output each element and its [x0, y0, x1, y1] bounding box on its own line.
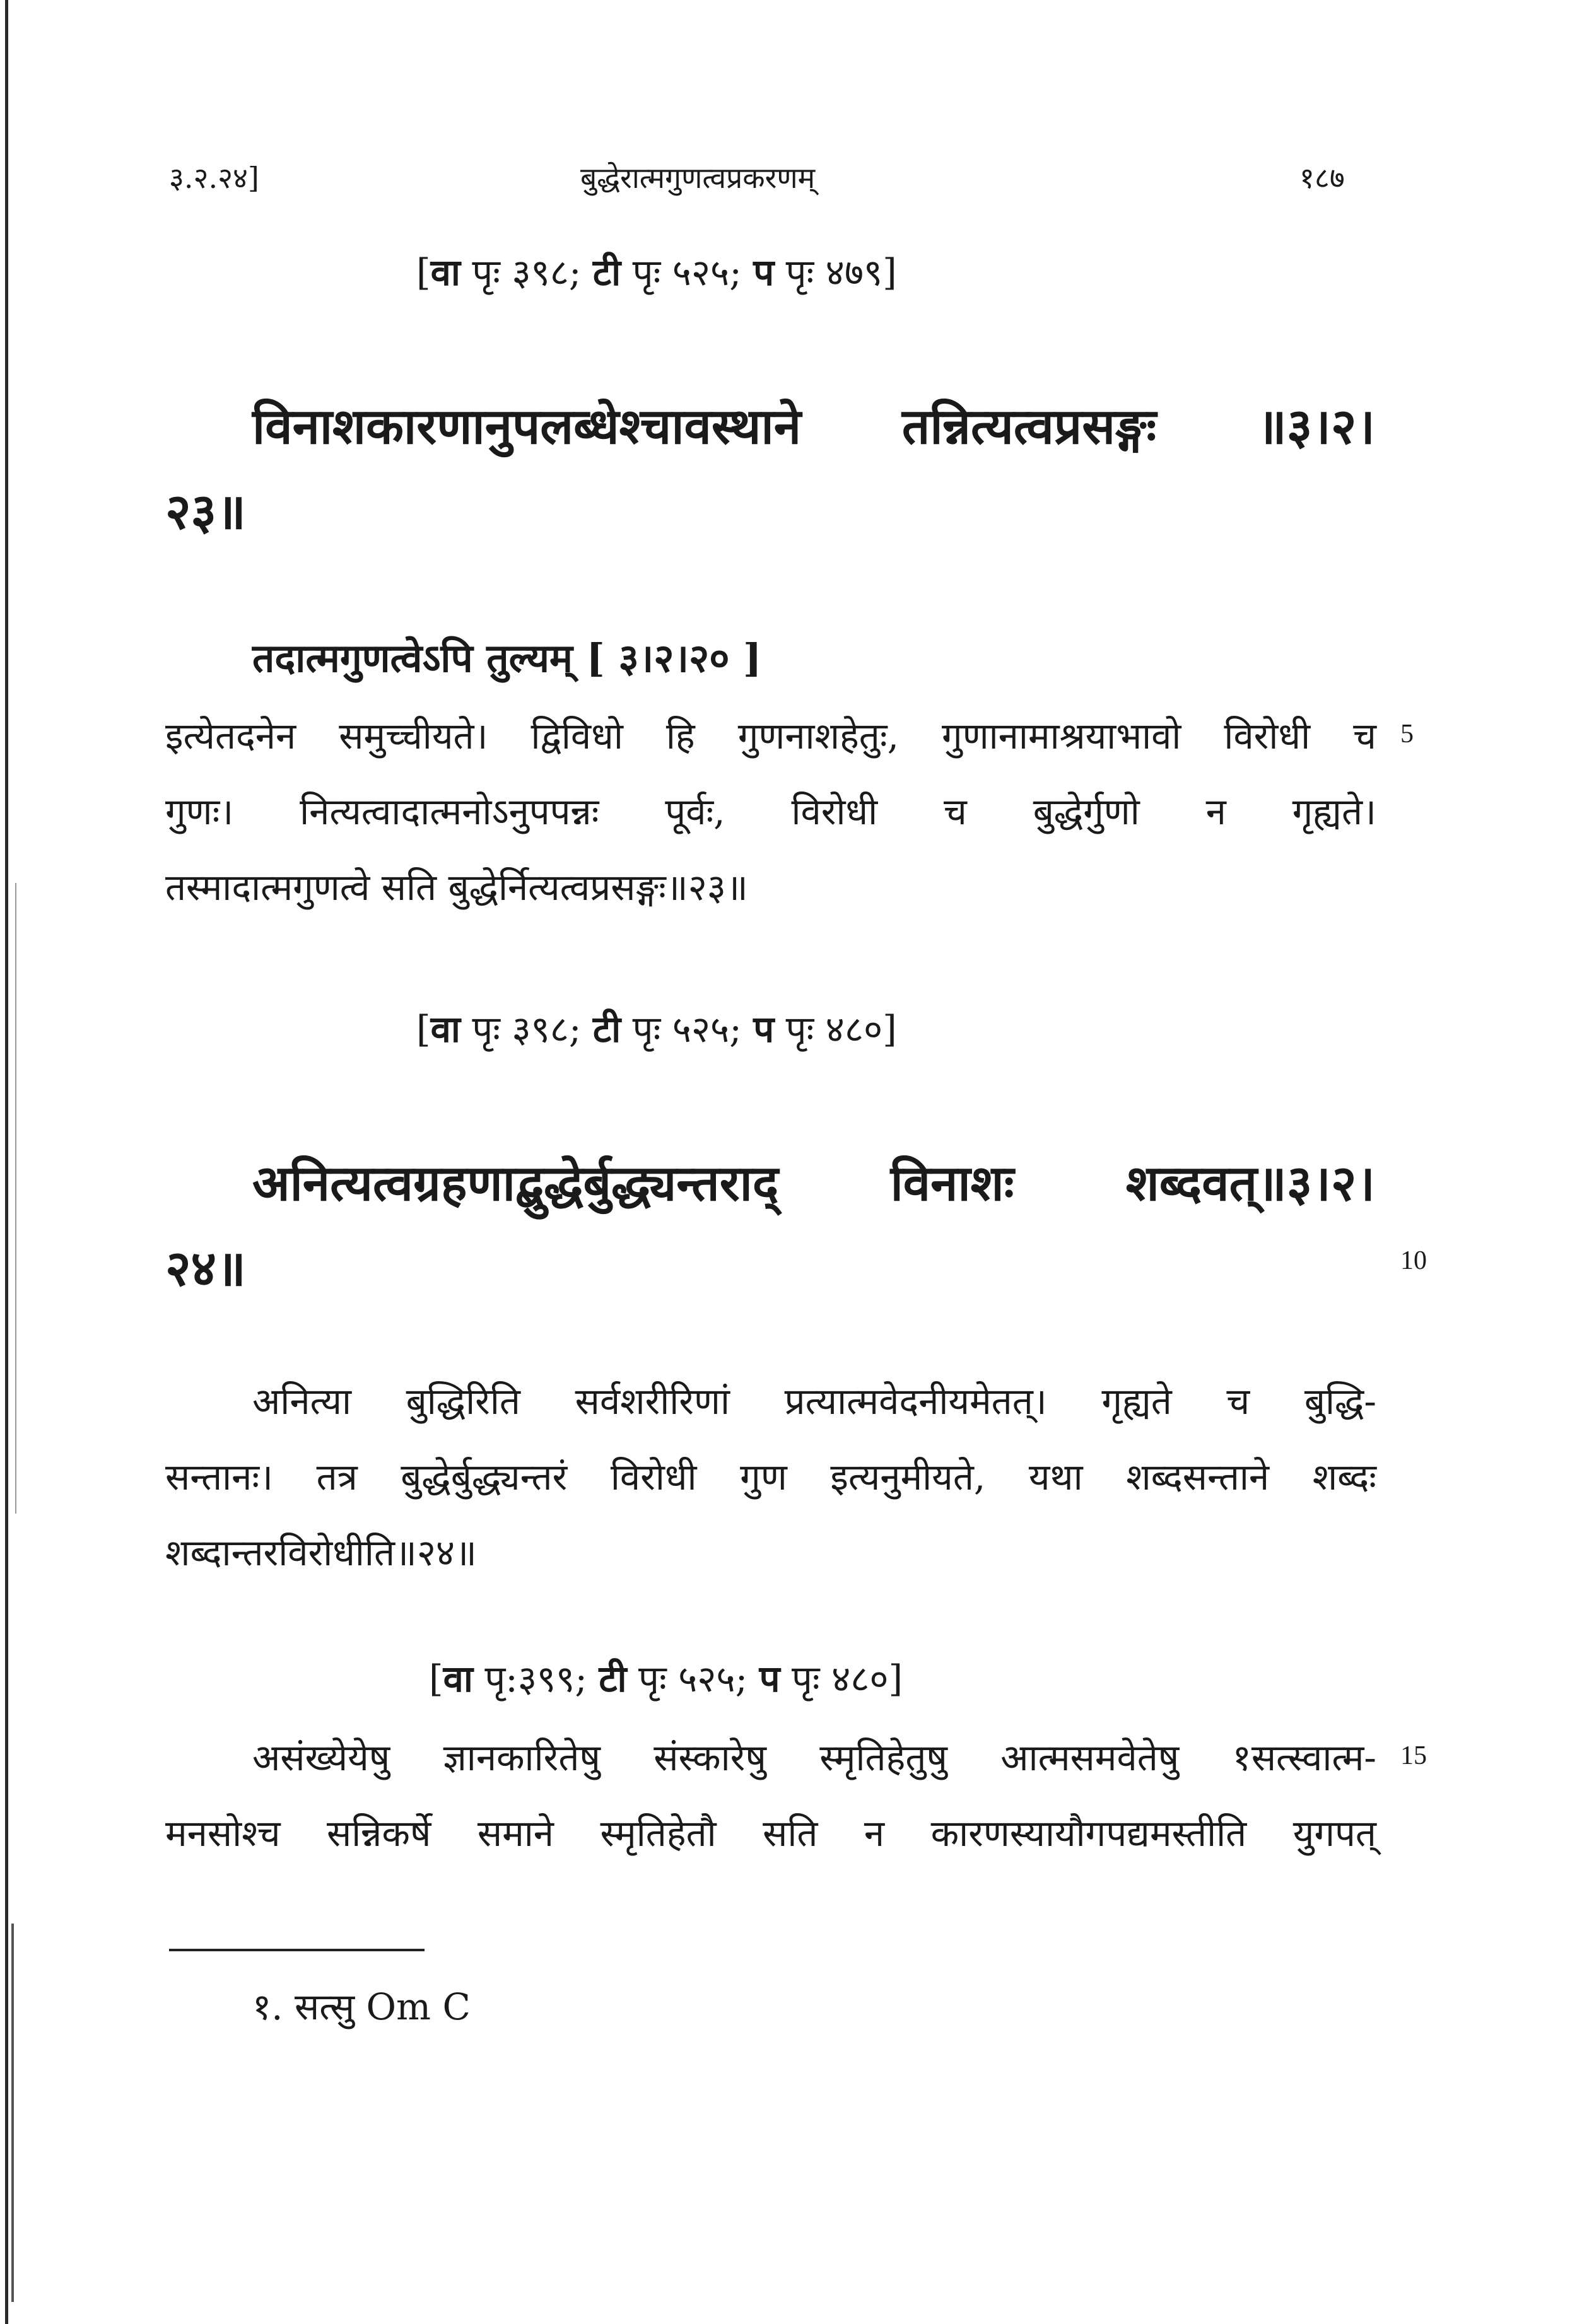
sutra-number: २३॥: [165, 483, 246, 540]
commentary-line: सन्तानः। तत्र बुद्धेर्बुद्ध्यन्तरं विरोधी गुण इत्यनुमीयते, यथा शब्दसन्ताने शब्दः: [165, 1456, 1376, 1498]
sutra-line: विनाशकारणानुपलब्धेश्चावस्थाने तन्नित्यत्वप्रसङ्गः ॥३।२।: [252, 398, 1375, 455]
commentary-line: गुणः। नित्यत्वादात्मनोऽनुपपन्नः पूर्वः, विरोधी च बुद्धेर्गुणो न गृह्यते।: [165, 790, 1376, 833]
sutra-number: २४॥: [165, 1240, 246, 1297]
page-binding-shadow-lower: [11, 1924, 14, 2302]
commentary-line: इत्येतदनेन समुच्चीयते। द्विविधो हि गुणनाशहेतुः, गुणानामाश्रयाभावो विरोधी च: [165, 715, 1376, 757]
commentary-line: मनसोश्च सन्निकर्षे समाने स्मृतिहेतौ सति न कारणस्यायौगपद्यमस्तीति युगपत्: [165, 1812, 1376, 1855]
header-page-number: १८७: [1299, 161, 1345, 195]
source-reference: [वा पृः ३९८; टी पृः ५२५; प पृः ४८०]: [416, 1008, 897, 1051]
line-number: 5: [1400, 720, 1414, 749]
page-binding-edge: [5, 0, 8, 2324]
commentary-line: असंख्येयेषु ज्ञानकारितेषु संस्कारेषु स्मृतिहेतुषु आत्मसमवेतेषु १सत्स्वात्म-: [252, 1736, 1376, 1779]
pratika-quote: तदात्मगुणत्वेऽपि तुल्यम् [ ३।२।२० ]: [252, 635, 762, 681]
line-number: 15: [1400, 1741, 1427, 1770]
header-section-ref: ३.२.२४]: [169, 161, 259, 195]
source-reference: [वा पृ:३९९; टी पृः ५२५; प पृः ४८०]: [429, 1657, 903, 1700]
commentary-line: अनित्या बुद्धिरिति सर्वशरीरिणां प्रत्यात्मवेदनीयमेतत्। गृह्यते च बुद्धि-: [252, 1380, 1376, 1423]
commentary-line: शब्दान्तरविरोधीति॥२४॥: [165, 1531, 477, 1574]
footnote: १. सत्सु Om C: [252, 1985, 471, 2028]
source-reference: [वा पृः ३९८; टी पृः ५२५; प पृः ४७९]: [416, 251, 897, 294]
footnote-rule: [169, 1949, 425, 1951]
header-title: बुद्धेरात्मगुणत्वप्रकरणम्: [580, 161, 816, 195]
commentary-line: तस्मादात्मगुणत्वे सति बुद्धेर्नित्यत्वप्रसङ्गः॥२३॥: [165, 866, 748, 909]
line-number: 10: [1400, 1246, 1427, 1275]
page-binding-shadow: [15, 883, 16, 1514]
sutra-line: अनित्यत्वग्रहणाद्बुद्धेर्बुद्ध्यन्तराद् विनाशः शब्दवत्॥३।२।: [252, 1155, 1375, 1212]
